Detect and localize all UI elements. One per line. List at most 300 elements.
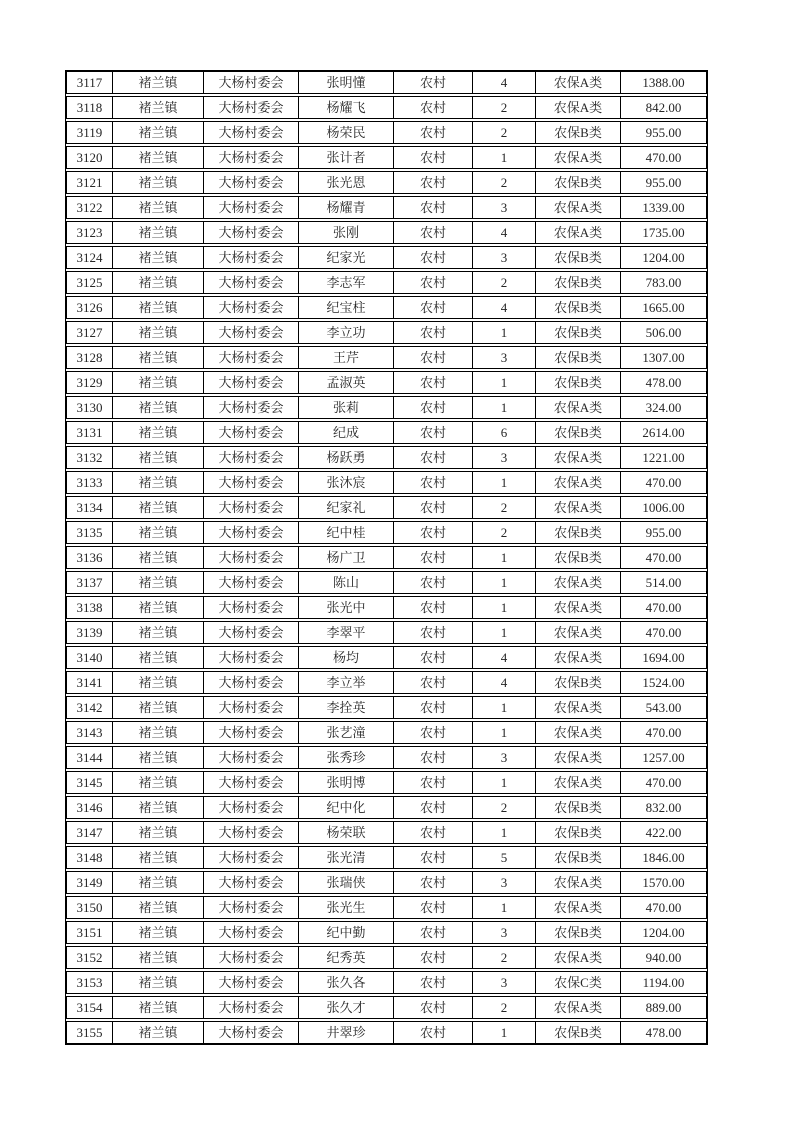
cell-insurance: 农保A类 [536,147,621,168]
cell-insurance: 农保A类 [536,72,621,93]
cell-count: 2 [473,122,536,143]
cell-amount: 1339.00 [642,200,685,215]
cell-amount: 470.00 [645,600,682,615]
table-row [66,696,707,719]
table-row [66,96,707,119]
cell-insurance: 农保B类 [536,522,621,543]
cell-serial: 3141 [67,672,113,693]
cell-insurance: 农保B类 [536,122,621,143]
cell-serial: 3134 [67,497,113,518]
cell-name: 张久才 [299,997,394,1018]
cell-town: 褚兰镇 [113,422,204,443]
cell-serial: 3121 [67,172,113,193]
cell-amount: 506.00 [645,325,682,340]
cell-town: 褚兰镇 [113,972,204,993]
table-row [66,721,707,744]
cell-insurance: 农保A类 [536,597,621,618]
cell-serial: 3142 [67,697,113,718]
cell-insurance: 农保A类 [536,222,621,243]
table-row [66,371,707,394]
table-row [66,1021,707,1044]
cell-insurance: 农保B类 [536,922,621,943]
cell-count: 3 [473,872,536,893]
cell-residence: 农村 [394,672,473,693]
cell-serial: 3153 [67,972,113,993]
cell-insurance: 农保A类 [536,97,621,118]
cell-name: 张光恩 [299,172,394,193]
cell-residence: 农村 [394,972,473,993]
cell-count: 2 [473,272,536,293]
table-row [66,496,707,519]
cell-village: 大杨村委会 [204,72,299,93]
cell-amount: 1006.00 [642,500,685,515]
cell-serial: 3136 [67,547,113,568]
cell-village: 大杨村委会 [204,772,299,793]
cell-serial: 3151 [67,922,113,943]
cell-name: 张光生 [299,897,394,918]
cell-town: 褚兰镇 [113,697,204,718]
cell-residence: 农村 [394,97,473,118]
cell-amount: 1388.00 [642,75,685,90]
cell-residence: 农村 [394,347,473,368]
cell-serial: 3149 [67,872,113,893]
cell-amount: 422.00 [645,825,682,840]
cell-name: 杨耀飞 [299,97,394,118]
cell-serial: 3117 [67,72,113,93]
cell-count: 4 [473,72,536,93]
cell-serial: 3145 [67,772,113,793]
table-row [66,246,707,269]
cell-town: 褚兰镇 [113,447,204,468]
cell-amount: 1570.00 [642,875,685,890]
cell-name: 杨荣联 [299,822,394,843]
cell-residence: 农村 [394,697,473,718]
cell-serial: 3128 [67,347,113,368]
cell-count: 3 [473,447,536,468]
cell-residence: 农村 [394,497,473,518]
table-row [66,71,707,94]
cell-name: 张光中 [299,597,394,618]
cell-residence: 农村 [394,797,473,818]
table-row [66,171,707,194]
cell-name: 杨荣民 [299,122,394,143]
table-row [66,896,707,919]
cell-serial: 3154 [67,997,113,1018]
cell-serial: 3124 [67,247,113,268]
cell-village: 大杨村委会 [204,997,299,1018]
cell-amount: 2614.00 [642,425,685,440]
table-row [66,471,707,494]
table-row [66,196,707,219]
cell-residence: 农村 [394,147,473,168]
cell-residence: 农村 [394,997,473,1018]
cell-serial: 3125 [67,272,113,293]
table-row [66,946,707,969]
cell-town: 褚兰镇 [113,222,204,243]
cell-serial: 3135 [67,522,113,543]
table-row [66,346,707,369]
cell-town: 褚兰镇 [113,822,204,843]
cell-count: 3 [473,972,536,993]
cell-name: 井翠珍 [299,1022,394,1043]
cell-count: 1 [473,1022,536,1043]
cell-name: 纪中勤 [299,922,394,943]
cell-amount: 470.00 [645,150,682,165]
cell-insurance: 农保A类 [536,572,621,593]
cell-insurance: 农保A类 [536,772,621,793]
cell-residence: 农村 [394,822,473,843]
cell-amount: 1257.00 [642,750,685,765]
cell-village: 大杨村委会 [204,222,299,243]
cell-village: 大杨村委会 [204,647,299,668]
cell-count: 1 [473,897,536,918]
cell-name: 张秀珍 [299,747,394,768]
cell-village: 大杨村委会 [204,422,299,443]
cell-name: 李志军 [299,272,394,293]
cell-name: 张刚 [299,222,394,243]
cell-name: 张光清 [299,847,394,868]
cell-insurance: 农保B类 [536,797,621,818]
cell-residence: 农村 [394,322,473,343]
cell-insurance: 农保A类 [536,747,621,768]
cell-serial: 3146 [67,797,113,818]
cell-town: 褚兰镇 [113,297,204,318]
cell-name: 杨耀青 [299,197,394,218]
cell-village: 大杨村委会 [204,897,299,918]
cell-residence: 农村 [394,547,473,568]
cell-name: 纪中桂 [299,522,394,543]
cell-amount: 514.00 [645,575,682,590]
cell-residence: 农村 [394,397,473,418]
cell-count: 4 [473,222,536,243]
table-row [66,521,707,544]
cell-count: 2 [473,997,536,1018]
cell-insurance: 农保B类 [536,822,621,843]
cell-amount: 889.00 [645,1000,682,1015]
cell-count: 1 [473,597,536,618]
cell-count: 3 [473,347,536,368]
cell-name: 杨跃勇 [299,447,394,468]
cell-serial: 3132 [67,447,113,468]
cell-insurance: 农保B类 [536,347,621,368]
cell-residence: 农村 [394,472,473,493]
table-row [66,646,707,669]
cell-amount: 1204.00 [642,925,685,940]
cell-name: 张艺潼 [299,722,394,743]
cell-amount: 470.00 [645,475,682,490]
cell-town: 褚兰镇 [113,97,204,118]
cell-serial: 3144 [67,747,113,768]
cell-village: 大杨村委会 [204,272,299,293]
cell-count: 4 [473,672,536,693]
cell-count: 1 [473,322,536,343]
cell-serial: 3120 [67,147,113,168]
cell-town: 褚兰镇 [113,347,204,368]
cell-residence: 农村 [394,72,473,93]
cell-insurance: 农保B类 [536,1022,621,1043]
cell-town: 褚兰镇 [113,497,204,518]
cell-amount: 1524.00 [642,675,685,690]
cell-insurance: 农保A类 [536,622,621,643]
cell-amount: 955.00 [645,125,682,140]
cell-town: 褚兰镇 [113,647,204,668]
cell-count: 1 [473,697,536,718]
cell-name: 孟淑英 [299,372,394,393]
cell-amount: 470.00 [645,900,682,915]
cell-amount: 955.00 [645,525,682,540]
cell-village: 大杨村委会 [204,872,299,893]
cell-amount: 478.00 [645,375,682,390]
cell-serial: 3119 [67,122,113,143]
cell-name: 李翠平 [299,622,394,643]
cell-insurance: 农保B类 [536,172,621,193]
cell-town: 褚兰镇 [113,172,204,193]
cell-town: 褚兰镇 [113,997,204,1018]
cell-insurance: 农保A类 [536,472,621,493]
table-row [66,446,707,469]
cell-town: 褚兰镇 [113,572,204,593]
table-row [66,571,707,594]
table-row [66,271,707,294]
cell-serial: 3137 [67,572,113,593]
cell-village: 大杨村委会 [204,597,299,618]
cell-serial: 3129 [67,372,113,393]
cell-serial: 3152 [67,947,113,968]
cell-name: 李立举 [299,672,394,693]
cell-insurance: 农保A类 [536,722,621,743]
table-row [66,321,707,344]
cell-count: 1 [473,397,536,418]
cell-insurance: 农保B类 [536,372,621,393]
table-row [66,821,707,844]
cell-village: 大杨村委会 [204,447,299,468]
table-row [66,221,707,244]
cell-village: 大杨村委会 [204,522,299,543]
cell-town: 褚兰镇 [113,1022,204,1043]
table-row [66,421,707,444]
cell-count: 1 [473,372,536,393]
cell-name: 张明懂 [299,72,394,93]
cell-count: 2 [473,497,536,518]
cell-amount: 1694.00 [642,650,685,665]
cell-amount: 940.00 [645,950,682,965]
cell-serial: 3122 [67,197,113,218]
cell-serial: 3133 [67,472,113,493]
cell-name: 张计者 [299,147,394,168]
table-row [66,546,707,569]
cell-count: 1 [473,622,536,643]
cell-serial: 3143 [67,722,113,743]
cell-town: 褚兰镇 [113,147,204,168]
cell-village: 大杨村委会 [204,797,299,818]
cell-residence: 农村 [394,722,473,743]
cell-count: 5 [473,847,536,868]
cell-town: 褚兰镇 [113,747,204,768]
cell-village: 大杨村委会 [204,747,299,768]
cell-name: 张久各 [299,972,394,993]
cell-residence: 农村 [394,622,473,643]
cell-village: 大杨村委会 [204,322,299,343]
cell-insurance: 农保C类 [536,972,621,993]
cell-village: 大杨村委会 [204,497,299,518]
cell-name: 李拴英 [299,697,394,718]
cell-amount: 1735.00 [642,225,685,240]
cell-town: 褚兰镇 [113,772,204,793]
cell-amount: 832.00 [645,800,682,815]
cell-residence: 农村 [394,122,473,143]
cell-residence: 农村 [394,172,473,193]
cell-count: 1 [473,822,536,843]
cell-insurance: 农保B类 [536,547,621,568]
cell-name: 纪秀英 [299,947,394,968]
table-row [66,146,707,169]
table-row [66,396,707,419]
cell-name: 张瑞侠 [299,872,394,893]
cell-serial: 3130 [67,397,113,418]
cell-amount: 955.00 [645,175,682,190]
cell-amount: 543.00 [645,700,682,715]
cell-insurance: 农保B类 [536,247,621,268]
cell-count: 3 [473,197,536,218]
cell-village: 大杨村委会 [204,1022,299,1043]
cell-insurance: 农保A类 [536,872,621,893]
cell-town: 褚兰镇 [113,197,204,218]
cell-village: 大杨村委会 [204,922,299,943]
cell-insurance: 农保B类 [536,847,621,868]
cell-count: 3 [473,247,536,268]
cell-name: 纪成 [299,422,394,443]
cell-residence: 农村 [394,772,473,793]
cell-count: 4 [473,647,536,668]
cell-residence: 农村 [394,647,473,668]
cell-town: 褚兰镇 [113,722,204,743]
cell-insurance: 农保B类 [536,322,621,343]
cell-village: 大杨村委会 [204,822,299,843]
cell-residence: 农村 [394,1022,473,1043]
cell-residence: 农村 [394,872,473,893]
cell-serial: 3150 [67,897,113,918]
cell-name: 张莉 [299,397,394,418]
payment-roster-table [65,70,708,1045]
cell-residence: 农村 [394,572,473,593]
cell-village: 大杨村委会 [204,247,299,268]
cell-insurance: 农保A类 [536,497,621,518]
cell-serial: 3148 [67,847,113,868]
table-row [66,771,707,794]
cell-town: 褚兰镇 [113,897,204,918]
cell-insurance: 农保A类 [536,997,621,1018]
cell-name: 王芹 [299,347,394,368]
cell-count: 6 [473,422,536,443]
table-row [66,621,707,644]
cell-village: 大杨村委会 [204,547,299,568]
cell-town: 褚兰镇 [113,597,204,618]
cell-amount: 1846.00 [642,850,685,865]
cell-village: 大杨村委会 [204,472,299,493]
cell-insurance: 农保A类 [536,447,621,468]
table-row [66,121,707,144]
cell-insurance: 农保B类 [536,272,621,293]
cell-serial: 3127 [67,322,113,343]
cell-amount: 1665.00 [642,300,685,315]
table-row [66,596,707,619]
cell-residence: 农村 [394,222,473,243]
cell-name: 杨广卫 [299,547,394,568]
cell-serial: 3140 [67,647,113,668]
cell-serial: 3118 [67,97,113,118]
cell-town: 褚兰镇 [113,672,204,693]
cell-serial: 3147 [67,822,113,843]
cell-town: 褚兰镇 [113,272,204,293]
cell-amount: 1194.00 [642,975,685,990]
cell-village: 大杨村委会 [204,572,299,593]
cell-village: 大杨村委会 [204,197,299,218]
cell-town: 褚兰镇 [113,322,204,343]
cell-town: 褚兰镇 [113,72,204,93]
cell-residence: 农村 [394,747,473,768]
table-row [66,871,707,894]
cell-village: 大杨村委会 [204,97,299,118]
cell-village: 大杨村委会 [204,297,299,318]
cell-insurance: 农保A类 [536,397,621,418]
cell-residence: 农村 [394,597,473,618]
cell-serial: 3126 [67,297,113,318]
cell-count: 1 [473,772,536,793]
cell-amount: 478.00 [645,1025,682,1040]
cell-town: 褚兰镇 [113,847,204,868]
cell-name: 纪宝柱 [299,297,394,318]
cell-village: 大杨村委会 [204,347,299,368]
cell-amount: 1204.00 [642,250,685,265]
cell-village: 大杨村委会 [204,122,299,143]
cell-serial: 3131 [67,422,113,443]
cell-name: 纪家光 [299,247,394,268]
table-row [66,746,707,769]
cell-insurance: 农保A类 [536,947,621,968]
cell-name: 陈山 [299,572,394,593]
cell-village: 大杨村委会 [204,947,299,968]
cell-town: 褚兰镇 [113,122,204,143]
cell-village: 大杨村委会 [204,697,299,718]
cell-name: 张沐宸 [299,472,394,493]
cell-amount: 783.00 [645,275,682,290]
cell-count: 3 [473,922,536,943]
cell-residence: 农村 [394,372,473,393]
cell-village: 大杨村委会 [204,847,299,868]
cell-village: 大杨村委会 [204,722,299,743]
cell-residence: 农村 [394,297,473,318]
cell-town: 褚兰镇 [113,397,204,418]
cell-town: 褚兰镇 [113,922,204,943]
cell-village: 大杨村委会 [204,672,299,693]
cell-residence: 农村 [394,922,473,943]
table-row [66,846,707,869]
cell-residence: 农村 [394,197,473,218]
cell-residence: 农村 [394,447,473,468]
cell-name: 纪家礼 [299,497,394,518]
cell-village: 大杨村委会 [204,622,299,643]
cell-insurance: 农保A类 [536,647,621,668]
cell-serial: 3139 [67,622,113,643]
cell-count: 4 [473,297,536,318]
cell-town: 褚兰镇 [113,372,204,393]
cell-count: 3 [473,747,536,768]
cell-town: 褚兰镇 [113,622,204,643]
cell-town: 褚兰镇 [113,872,204,893]
cell-insurance: 农保B类 [536,422,621,443]
table-row [66,671,707,694]
cell-count: 1 [473,572,536,593]
